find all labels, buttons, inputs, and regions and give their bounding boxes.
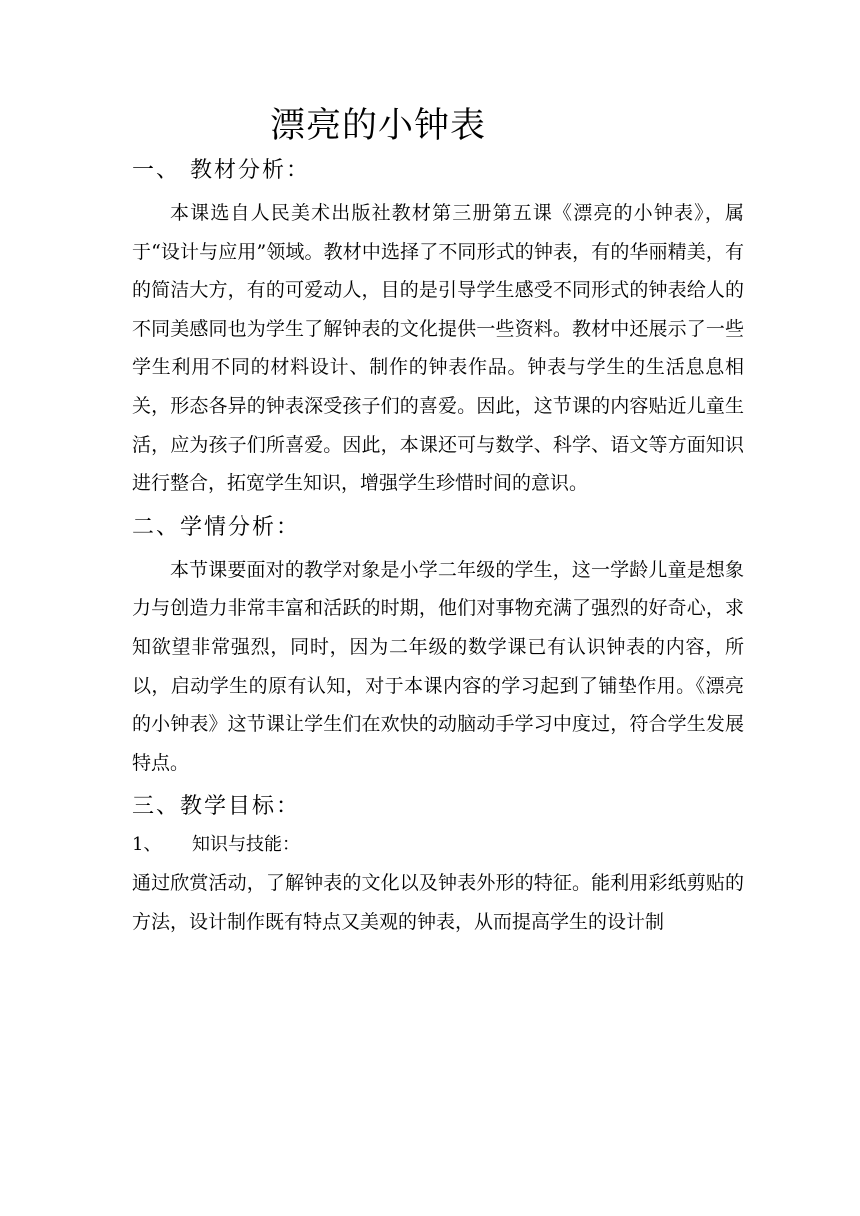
document-title: 漂亮的小钟表 <box>270 106 487 146</box>
section-heading-objectives: 三、教学目标： <box>132 794 301 820</box>
section-heading-materials <box>132 152 744 190</box>
section-number: 一、 <box>132 158 181 183</box>
section-heading-students: 二、学情分析： <box>132 514 301 540</box>
section-heading-text: 教材分析： <box>190 158 311 183</box>
objective-item-text: 通过欣赏活动，了解钟表的文化以及钟表外形的特征。能利用彩纸剪贴的方法，设计制作既有特点又美观的钟表，从而提高学生的设计制 <box>132 872 744 933</box>
document-page <box>132 100 744 942</box>
section-paragraph-students: 本节课要面对的教学对象是小学二年级的学生，这一学龄儿童是想象力与创造力非常丰富和活跃的时期，他们对事物充满了强烈的好奇心，求知欲望非常强烈，同时，因为二年级的数学课已有认识钟表的内容，所以，启动学生的原有认知，对于本课内容的学习起到了铺垫作用。《漂亮的小钟表》这节课让学生们在欢快的动脑动手学习中度过，符合学生发展特点。 <box>132 558 744 774</box>
objective-item-label: 知识与技能： <box>192 834 300 856</box>
section-paragraph-materials: 本课选自人民美术出版社教材第三册第五课《漂亮的小钟表》，属于“设计与应用”领域。教材中选择了不同形式的钟表，有的华丽精美，有的简洁大方，有的可爱动人，目的是引导学生感受不同形式的钟表给人的不同美感同也为学生了解钟表的文化提供一些资料。教材中还展示了一些学生利用不同的材料设计、制作的钟表作品。钟表与学生的生活息息相关，形态各异的钟表深受孩子们的喜爱。因此，这节课的内容贴近儿童生活，应为孩子们所喜爱。因此，本课还可与数学、科学、语文等方面知识进行整合，拓宽学生知识，增强学生珍惜时间的意识。 <box>132 202 744 495</box>
objective-item-number: 1、 <box>132 834 162 856</box>
objective-item-heading <box>132 826 744 864</box>
